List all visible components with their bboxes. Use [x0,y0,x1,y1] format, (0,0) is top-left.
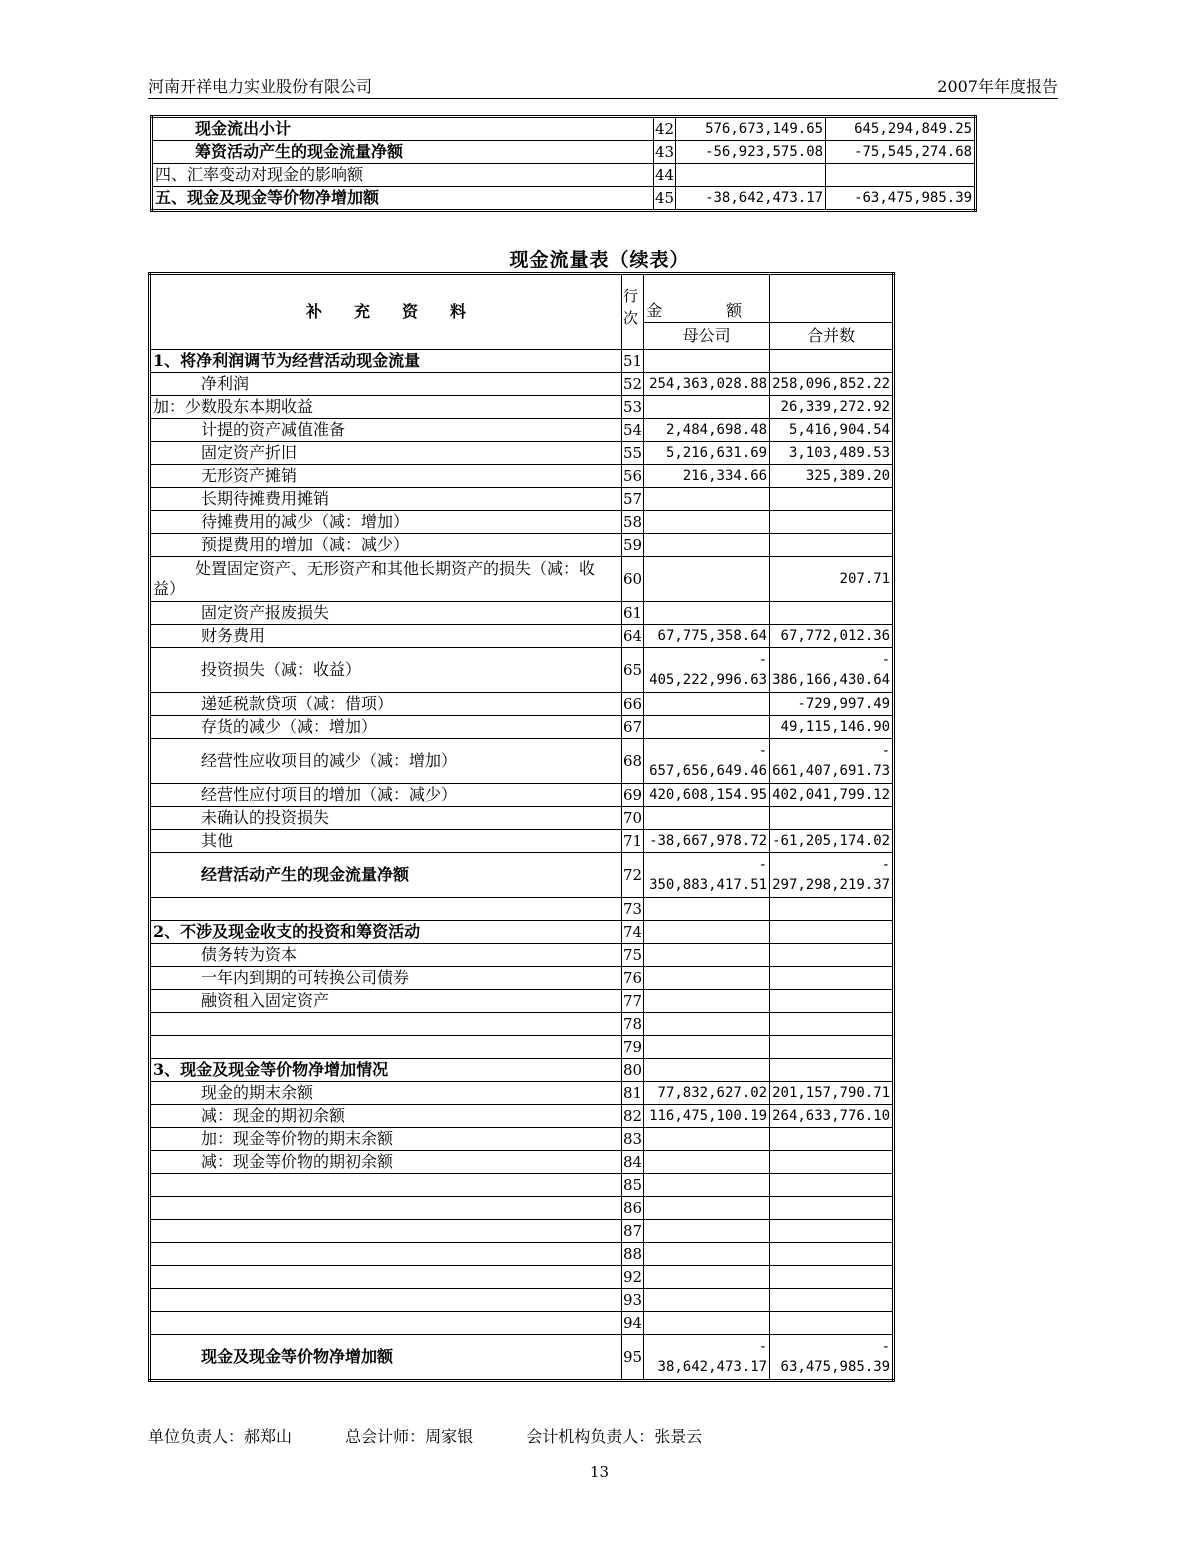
parent-amount: 116,475,100.19 [644,1105,770,1128]
consolidated-amount [770,967,894,990]
consolidated-amount [770,944,894,967]
row-label: 债务转为资本 [150,944,622,967]
top-table [150,115,977,212]
consolidated-amount [770,602,894,625]
header-rule [148,98,1058,99]
consolidated-amount [770,1013,894,1036]
row-number: 51 [622,350,644,373]
consolidated-amount: 258,096,852.22 [770,373,894,396]
table-row [150,373,894,396]
table-row [150,602,894,625]
table-row [150,784,894,807]
consolidated-amount [770,1289,894,1312]
consolidated-amount: - 63,475,985.39 [770,1335,894,1381]
consolidated-amount [770,1312,894,1335]
row-label: 投资损失（减：收益） [150,648,622,693]
header-report: 2007年年度报告 [937,77,1058,96]
row-number: 67 [622,716,644,739]
consolidated-amount: 402,041,799.12 [770,784,894,807]
top-table-row [152,141,976,164]
row-number: 73 [622,898,644,921]
row-label: 减：现金的期初余额 [150,1105,622,1128]
row-label: 加：现金等价物的期末余额 [150,1128,622,1151]
parent-amount: 77,832,627.02 [644,1082,770,1105]
row-number: 53 [622,396,644,419]
consolidated-amount [770,1174,894,1197]
parent-amount [644,898,770,921]
row-label: 一年内到期的可转换公司债券 [150,967,622,990]
parent-amount: 5,216,631.69 [644,442,770,465]
table-row [150,1243,894,1266]
row-label: 净利润 [150,373,622,396]
row-number: 87 [622,1220,644,1243]
consolidated-amount [770,1220,894,1243]
table-row [150,807,894,830]
row-number: 82 [622,1105,644,1128]
row-label: 加：少数股东本期收益 [150,396,622,419]
consolidated-amount: - 386,166,430.64 [770,648,894,693]
table-row [150,465,894,488]
row-label: 五、现金及现金等价物净增加额 [152,187,654,211]
row-number: 56 [622,465,644,488]
consolidated-amount: 264,633,776.10 [770,1105,894,1128]
table-row [150,1174,894,1197]
row-number: 81 [622,1082,644,1105]
row-number: 60 [622,557,644,602]
row-number: 70 [622,807,644,830]
table-row [150,1059,894,1082]
consolidated-amount: 49,115,146.90 [770,716,894,739]
consolidated-amount [770,1266,894,1289]
table-row [150,442,894,465]
consolidated-amount: 201,157,790.71 [770,1082,894,1105]
row-label: 减：现金等价物的期初余额 [150,1151,622,1174]
supplement-table [148,272,895,1382]
table-row [150,1197,894,1220]
row-number: 52 [622,373,644,396]
amount-header-blank [770,274,894,323]
parent-amount [644,1151,770,1174]
parent-amount [644,944,770,967]
row-number: 95 [622,1335,644,1381]
table-row [150,1335,894,1381]
consolidated-amount: -61,205,174.02 [770,830,894,853]
consolidated-amount: 5,416,904.54 [770,419,894,442]
header-company: 河南开祥电力实业股份有限公司 [148,77,373,96]
parent-amount [644,1312,770,1335]
table-row [150,693,894,716]
row-label [150,1312,622,1335]
table-row [150,1105,894,1128]
table-row [150,1128,894,1151]
table-row [150,534,894,557]
footer-chief-accountant: 总会计师：周家银 [345,1427,474,1446]
parent-amount: 216,334.66 [644,465,770,488]
table-row [150,898,894,921]
parent-amount [644,1059,770,1082]
row-label: 其他 [150,830,622,853]
consolidated-amount [770,1243,894,1266]
row-number: 59 [622,534,644,557]
table-row [150,716,894,739]
table-row [150,625,894,648]
row-number: 71 [622,830,644,853]
consolidated-amount: 26,339,272.92 [770,396,894,419]
consolidated-amount [770,1036,894,1059]
consolidated-amount: 67,772,012.36 [770,625,894,648]
parent-amount [644,1243,770,1266]
top-table-row [152,117,976,141]
table-row [150,1036,894,1059]
consolidated-amount [770,488,894,511]
table-row [150,396,894,419]
row-label: 财务费用 [150,625,622,648]
table-row [150,419,894,442]
consolidated-amount: -63,475,985.39 [826,187,976,211]
row-number: 84 [622,1151,644,1174]
row-label [150,1289,622,1312]
parent-amount [676,164,826,187]
top-table-row [152,164,976,187]
footer-signatures [148,1424,750,1447]
row-number: 65 [622,648,644,693]
amount-header: 金 额 [644,274,770,323]
row-label: 现金及现金等价物净增加额 [150,1335,622,1381]
parent-amount [644,396,770,419]
parent-amount [644,1289,770,1312]
footer-accounting-head: 会计机构负责人：张景云 [526,1427,703,1446]
row-number: 61 [622,602,644,625]
table-title: 现金流量表（续表） [509,249,690,271]
parent-amount: 576,673,149.65 [676,117,826,141]
table-row [150,990,894,1013]
row-label: 2、不涉及现金收支的投资和筹资活动 [150,921,622,944]
consolidated-amount [770,1128,894,1151]
row-number: 79 [622,1036,644,1059]
row-label: 固定资产折旧 [150,442,622,465]
table-row [150,1013,894,1036]
row-label: 经营性应收项目的减少（减：增加） [150,739,622,784]
row-label [150,1243,622,1266]
table-row [150,1312,894,1335]
consolidated-amount: - 661,407,691.73 [770,739,894,784]
table-row [150,739,894,784]
row-label: 现金流出小计 [152,117,654,141]
row-label: 无形资产摊销 [150,465,622,488]
row-number: 74 [622,921,644,944]
row-number: 93 [622,1289,644,1312]
consolidated-amount: 325,389.20 [770,465,894,488]
footer-head: 单位负责人：郝郑山 [148,1427,293,1446]
parent-amount [644,1197,770,1220]
row-label: 筹资活动产生的现金流量净额 [152,141,654,164]
top-table-row [152,187,976,211]
row-number: 92 [622,1266,644,1289]
parent-header: 母公司 [644,322,770,349]
table-row [150,830,894,853]
row-label [150,898,622,921]
row-label: 未确认的投资损失 [150,807,622,830]
consolidated-amount [770,807,894,830]
supplement-header: 补 充 资 料 [150,274,622,350]
parent-amount: 254,363,028.88 [644,373,770,396]
row-number: 83 [622,1128,644,1151]
table-row [150,1082,894,1105]
row-label [150,1174,622,1197]
row-number: 44 [654,164,676,187]
row-number: 64 [622,625,644,648]
parent-amount [644,511,770,534]
table-row [150,967,894,990]
row-number: 77 [622,990,644,1013]
row-label: 经营性应付项目的增加（减：减少） [150,784,622,807]
parent-amount [644,693,770,716]
parent-amount [644,921,770,944]
row-number: 80 [622,1059,644,1082]
consolidated-amount [770,921,894,944]
row-number: 85 [622,1174,644,1197]
row-number: 43 [654,141,676,164]
parent-amount: - 350,883,417.51 [644,853,770,898]
row-label: 现金的期末余额 [150,1082,622,1105]
row-label: 计提的资产减值准备 [150,419,622,442]
parent-amount [644,967,770,990]
row-number: 94 [622,1312,644,1335]
row-number: 68 [622,739,644,784]
consolidated-amount [770,534,894,557]
consolidated-amount [826,164,976,187]
consolidated-amount: 3,103,489.53 [770,442,894,465]
parent-amount: - 405,222,996.63 [644,648,770,693]
table-row [150,944,894,967]
row-no-header: 行次 [622,274,644,350]
row-number: 86 [622,1197,644,1220]
table-row [150,853,894,898]
row-label: 四、汇率变动对现金的影响额 [152,164,654,187]
table-row [150,921,894,944]
row-label [150,1036,622,1059]
parent-amount: 2,484,698.48 [644,419,770,442]
row-label: 存货的减少（减：增加） [150,716,622,739]
row-label [150,1220,622,1243]
parent-amount [644,716,770,739]
table-row [150,557,894,602]
row-number: 75 [622,944,644,967]
parent-amount [644,534,770,557]
row-number: 55 [622,442,644,465]
page-number: 13 [589,1463,610,1481]
parent-amount [644,1174,770,1197]
row-number: 45 [654,187,676,211]
parent-amount: -38,667,978.72 [644,830,770,853]
parent-amount [644,1036,770,1059]
row-number: 72 [622,853,644,898]
parent-amount [644,1128,770,1151]
row-number: 54 [622,419,644,442]
consolidated-header: 合并数 [770,322,894,349]
parent-amount: 67,775,358.64 [644,625,770,648]
row-number: 42 [654,117,676,141]
row-number: 69 [622,784,644,807]
parent-amount [644,602,770,625]
row-label: 固定资产报废损失 [150,602,622,625]
parent-amount [644,557,770,602]
parent-amount: -38,642,473.17 [676,187,826,211]
row-label [150,1013,622,1036]
parent-amount: 420,608,154.95 [644,784,770,807]
consolidated-amount: 645,294,849.25 [826,117,976,141]
row-number: 57 [622,488,644,511]
row-number: 58 [622,511,644,534]
row-number: 88 [622,1243,644,1266]
table-row [150,648,894,693]
row-number: 78 [622,1013,644,1036]
row-label: 处置固定资产、无形资产和其他长期资产的损失（减：收益） [150,557,622,602]
supplement-table-body [150,350,894,1381]
consolidated-amount [770,350,894,373]
header-row-1 [150,274,894,323]
row-label: 待摊费用的减少（减：增加） [150,511,622,534]
parent-amount [644,1266,770,1289]
parent-amount [644,1220,770,1243]
row-label [150,1197,622,1220]
table-row [150,488,894,511]
row-label: 经营活动产生的现金流量净额 [150,853,622,898]
top-table-body [152,117,976,211]
table-row [150,1151,894,1174]
table-row [150,350,894,373]
consolidated-amount [770,990,894,1013]
consolidated-amount: - 297,298,219.37 [770,853,894,898]
table-row [150,1266,894,1289]
consolidated-amount [770,898,894,921]
parent-amount [644,1013,770,1036]
row-number: 76 [622,967,644,990]
parent-amount [644,807,770,830]
parent-amount [644,990,770,1013]
consolidated-amount: -75,545,274.68 [826,141,976,164]
row-label: 预提费用的增加（减：减少） [150,534,622,557]
consolidated-amount [770,1197,894,1220]
table-row [150,1289,894,1312]
parent-amount [644,488,770,511]
row-number: 66 [622,693,644,716]
row-label: 1、将净利润调节为经营活动现金流量 [150,350,622,373]
consolidated-amount: 207.71 [770,557,894,602]
row-label: 3、现金及现金等价物净增加情况 [150,1059,622,1082]
parent-amount: -56,923,575.08 [676,141,826,164]
row-label [150,1266,622,1289]
parent-amount: - 38,642,473.17 [644,1335,770,1381]
table-row [150,511,894,534]
consolidated-amount: -729,997.49 [770,693,894,716]
parent-amount [644,350,770,373]
table-row [150,1220,894,1243]
row-label: 融资租入固定资产 [150,990,622,1013]
parent-amount: - 657,656,649.46 [644,739,770,784]
consolidated-amount [770,511,894,534]
consolidated-amount [770,1059,894,1082]
row-label: 递延税款贷项（减：借项） [150,693,622,716]
consolidated-amount [770,1151,894,1174]
row-label: 长期待摊费用摊销 [150,488,622,511]
